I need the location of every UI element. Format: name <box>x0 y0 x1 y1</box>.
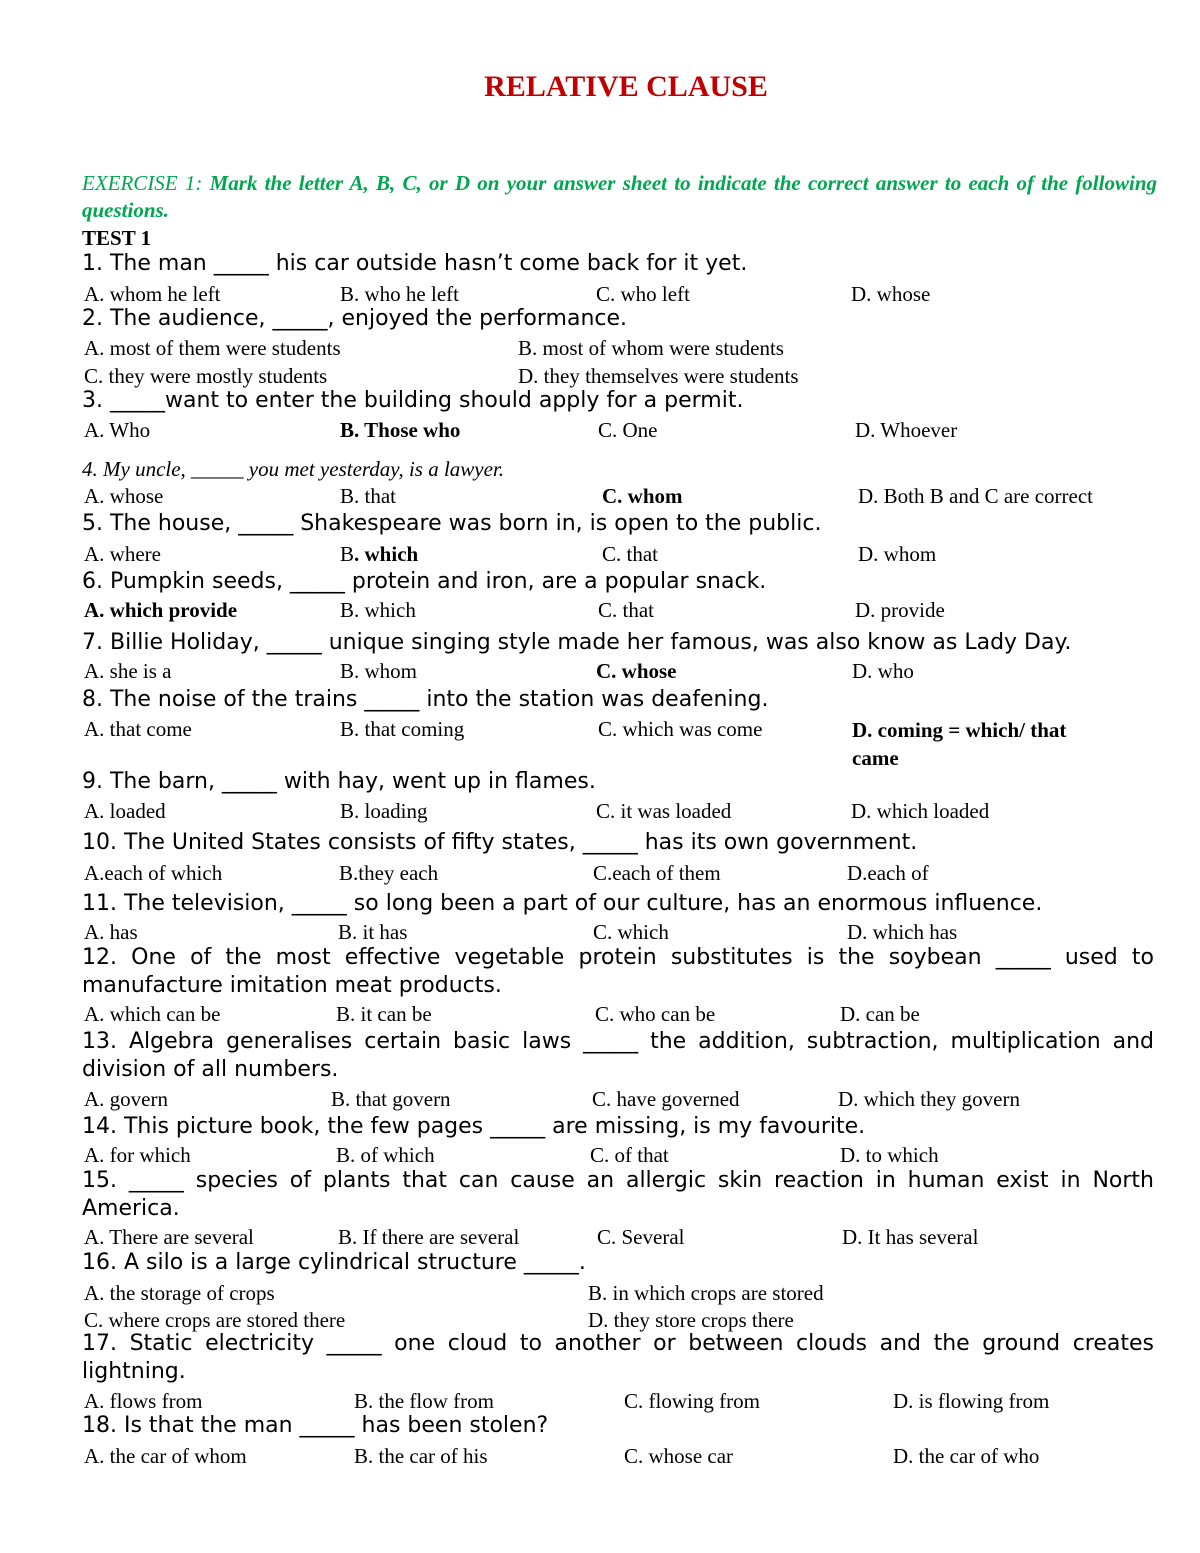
option-7c: C. whose <box>596 659 677 683</box>
option-16c: C. where crops are stored there <box>84 1308 346 1332</box>
option-14c: C. of that <box>590 1143 669 1167</box>
option-15c: C. Several <box>597 1225 685 1249</box>
option-1d: D. whose <box>851 282 931 306</box>
question-17: 17. Static electricity _____ one cloud to another or between clouds and the ground creates lightning. <box>82 1331 1154 1384</box>
option-13a: A. govern <box>84 1087 168 1111</box>
option-12b: B. it can be <box>336 1002 432 1026</box>
option-10a: A.each of which <box>84 861 223 885</box>
option-11b: B. it has <box>338 920 408 944</box>
question-11: 11. The television, _____ so long been a part of our culture, has an enormous influence. <box>82 891 1043 916</box>
option-4a: A. whose <box>84 484 164 508</box>
option-10c: C.each of them <box>593 861 721 885</box>
option-9b: B. loading <box>340 799 428 823</box>
option-17b: B. the flow from <box>354 1389 494 1413</box>
option-6d: D. provide <box>855 598 945 622</box>
option-1b: B. who he left <box>340 282 459 306</box>
option-12d: D. can be <box>840 1002 920 1026</box>
option-8b: B. that coming <box>340 717 465 741</box>
question-5: 5. The house, _____ Shakespeare was born in, is open to the public. <box>82 511 822 536</box>
option-2d: D. they themselves were students <box>518 364 799 388</box>
option-17d: D. is flowing from <box>893 1389 1050 1413</box>
option-4c: C. whom <box>602 484 683 508</box>
option-9d: D. which loaded <box>851 799 990 823</box>
option-6b: B. which <box>340 598 416 622</box>
question-10: 10. The United States consists of fifty states, _____ has its own government. <box>82 830 918 855</box>
option-16a: A. the storage of crops <box>84 1281 275 1305</box>
option-18d: D. the car of who <box>893 1444 1040 1468</box>
option-7b: B. whom <box>340 659 418 683</box>
option-12c: C. who can be <box>595 1002 716 1026</box>
option-13b: B. that govern <box>331 1087 451 1111</box>
option-3b: B. Those who <box>340 418 461 442</box>
question-18: 18. Is that the man _____ has been stolen? <box>82 1413 549 1438</box>
option-6a: A. which provide <box>84 598 238 622</box>
question-7: 7. Billie Holiday, _____ unique singing style made her famous, was also know as Lady Day. <box>82 630 1072 655</box>
question-1: 1. The man _____ his car outside hasn’t come back for it yet. <box>82 251 748 276</box>
question-16: 16. A silo is a large cylindrical structure _____. <box>82 1250 586 1275</box>
option-3a: A. Who <box>84 418 151 442</box>
option-15d: D. It has several <box>842 1225 979 1249</box>
option-16b: B. in which crops are stored <box>588 1281 824 1305</box>
option-5b <box>340 541 418 567</box>
question-9: 9. The barn, _____ with hay, went up in flames. <box>82 769 596 794</box>
option-10d: D.each of <box>847 861 929 885</box>
option-17a: A. flows from <box>84 1389 203 1413</box>
test-label: TEST 1 <box>82 226 152 250</box>
instruction-text: Mark the letter A, B, C, or D on your answer sheet to indicate the correct answer to each of the following questions. <box>82 171 1157 222</box>
option-11d: D. which has <box>847 920 958 944</box>
option-9c: C. it was loaded <box>596 799 732 823</box>
option-4d: D. Both B and C are correct <box>858 484 1094 508</box>
question-4: 4. My uncle, _____ you met yesterday, is a lawyer. <box>82 457 505 481</box>
option-5b-text: . which <box>354 542 419 566</box>
option-5a: A. where <box>84 542 161 566</box>
option-1c: C. who left <box>596 282 690 306</box>
option-9a: A. loaded <box>84 799 166 823</box>
question-14: 14. This picture book, the few pages _____ are missing, is my favourite. <box>82 1114 866 1139</box>
option-5b-letter: B <box>340 542 355 566</box>
option-6c: C. that <box>598 598 654 622</box>
option-5c: C. that <box>602 542 658 566</box>
option-18c: C. whose car <box>624 1444 734 1468</box>
question-6: 6. Pumpkin seeds, _____ protein and iron, are a popular snack. <box>82 569 767 594</box>
option-13d: D. which they govern <box>838 1087 1020 1111</box>
option-15a: A. There are several <box>84 1225 254 1249</box>
page-title: RELATIVE CLAUSE <box>484 70 768 103</box>
option-12a: A. which can be <box>84 1002 221 1026</box>
option-11a: A. has <box>84 920 138 944</box>
option-5d: D. whom <box>858 542 937 566</box>
option-18a: A. the car of whom <box>84 1444 247 1468</box>
option-4b: B. that <box>340 484 396 508</box>
option-13c: C. have governed <box>592 1087 740 1111</box>
option-14a: A. for which <box>84 1143 191 1167</box>
option-2c: C. they were mostly students <box>84 364 328 388</box>
option-8a: A. that come <box>84 717 192 741</box>
option-2a: A. most of them were students <box>84 336 341 360</box>
option-2b: B. most of whom were students <box>518 336 784 360</box>
option-3c: C. One <box>598 418 658 442</box>
exercise-label: EXERCISE 1: <box>82 171 210 195</box>
option-1a: A. whom he left <box>84 282 221 306</box>
option-18b: B. the car of his <box>354 1444 488 1468</box>
option-15b: B. If there are several <box>338 1225 520 1249</box>
question-8: 8. The noise of the trains _____ into the station was deafening. <box>82 687 769 712</box>
question-3: 3. _____want to enter the building should apply for a permit. <box>82 388 744 413</box>
question-13: 13. Algebra generalises certain basic laws _____ the addition, subtraction, multiplication and division of all numbers. <box>82 1029 1154 1082</box>
option-3d: D. Whoever <box>855 418 958 442</box>
question-2: 2. The audience, _____, enjoyed the performance. <box>82 306 628 331</box>
question-15: 15. _____ species of plants that can cause an allergic skin reaction in human exist in North America. <box>82 1168 1154 1221</box>
option-7d: D. who <box>852 659 914 683</box>
question-12: 12. One of the most effective vegetable protein substitutes is the soybean _____ used to manufacture imitation meat products. <box>82 945 1154 998</box>
option-17c: C. flowing from <box>624 1389 760 1413</box>
option-14b: B. of which <box>336 1143 435 1167</box>
option-16d: D. they store crops there <box>588 1308 794 1332</box>
exercise-instruction <box>82 170 1157 224</box>
option-11c: C. which <box>593 920 669 944</box>
option-8c: C. which was come <box>598 717 763 741</box>
option-14d: D. to which <box>840 1143 939 1167</box>
option-8d: D. coming = which/ that came <box>852 718 1067 770</box>
option-10b: B.they each <box>339 861 439 885</box>
option-7a: A. she is a <box>84 659 172 683</box>
